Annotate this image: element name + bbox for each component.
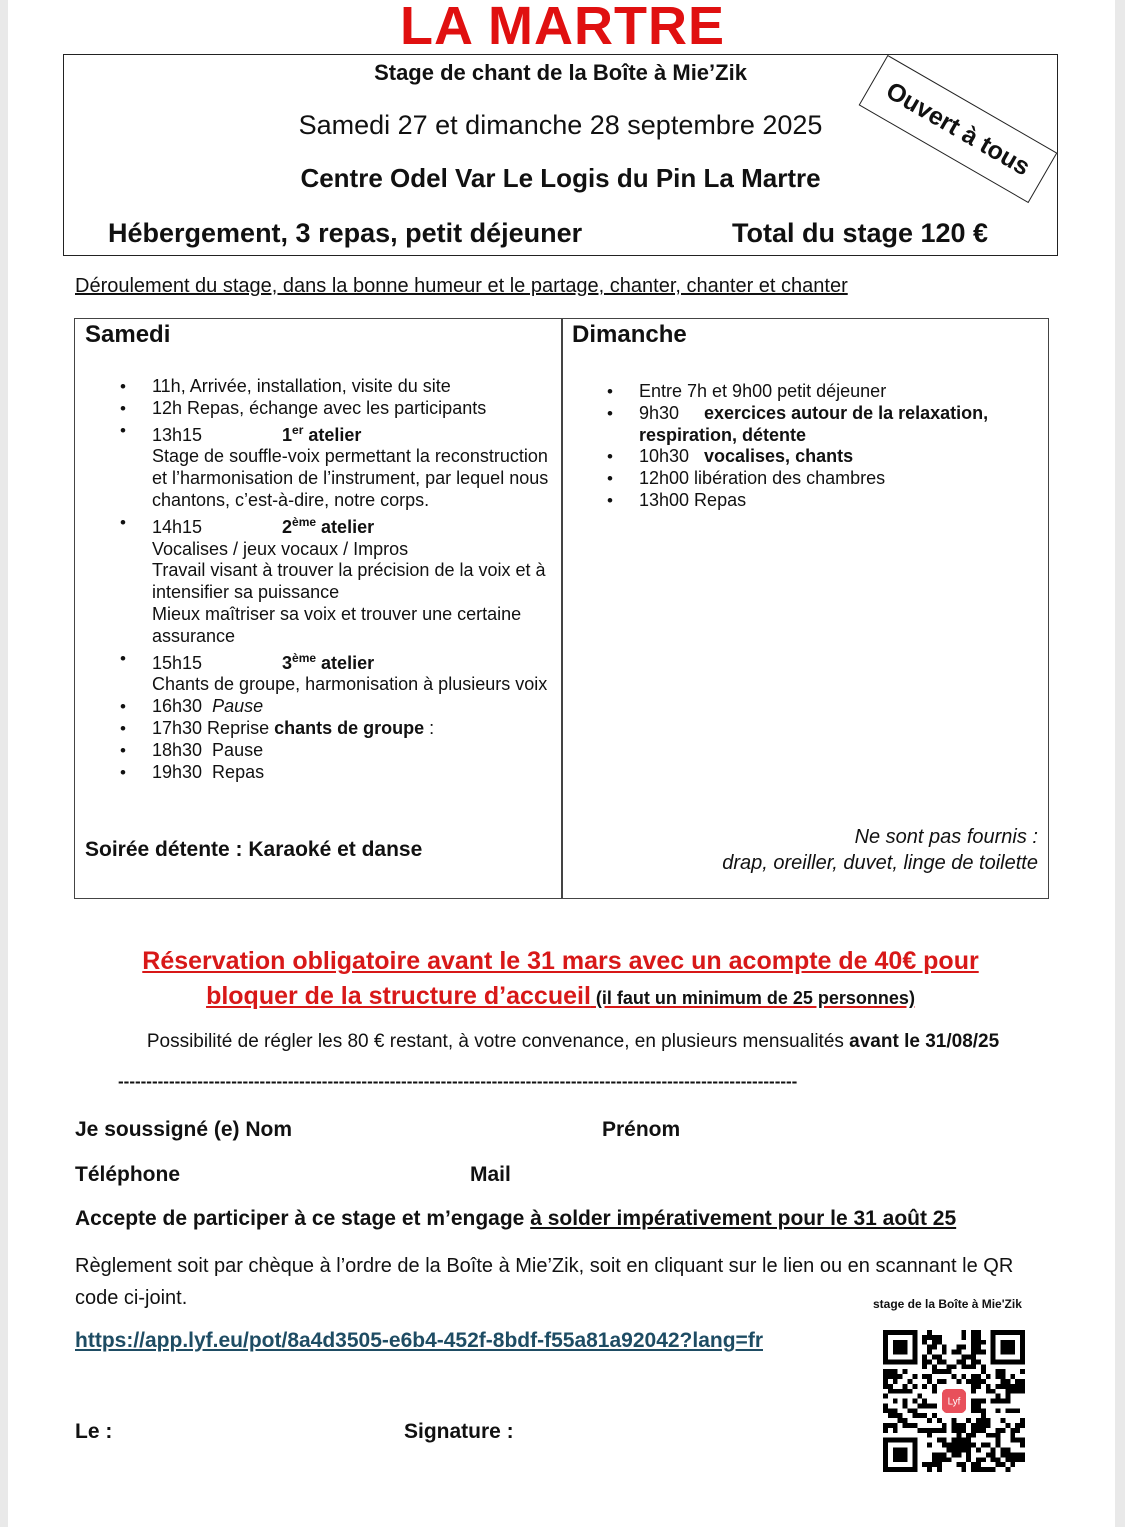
cut-separator: ------------------------------------------------------------------------------------------------------------------------	[118, 1072, 798, 1091]
qr-code-icon[interactable]	[883, 1330, 1025, 1472]
payment-instructions: Règlement soit par chèque à l’ordre de la Boîte à Mie’Zik, soit en cliquant sur le lien ou en scannant le QR code ci-joint.	[75, 1255, 1014, 1309]
open-to-all-stamp: Ouvert à tous	[859, 55, 1058, 203]
atelier-label: 2ème atelier	[282, 514, 375, 537]
list-item: • 16h30 Pause	[152, 696, 552, 718]
schedule-divider	[561, 318, 563, 899]
intro-text: Déroulement du stage, dans la bonne humeur et le partage, chanter, chanter et chanter	[75, 275, 848, 297]
samedi-heading: Samedi	[85, 321, 171, 348]
list-item: • 9h30 exercices autour de la relaxation, respiration, détente	[639, 403, 1039, 447]
list-item: • 13h15 1er atelier Stage de souffle-voix permettant la reconstruction et l’harmonisation de l’instrument, par lequel nous chantons, c’est-à-dire, notre corps.	[152, 420, 552, 512]
telephone-label: Téléphone	[75, 1163, 181, 1186]
soiree-text: Soirée détente : Karaoké et danse	[85, 838, 423, 861]
list-item: • 17h30 Reprise chants de groupe :	[152, 718, 552, 740]
list-item: • 18h30 Pause	[152, 740, 552, 762]
header-location: Centre Odel Var Le Logis du Pin La Martre	[300, 163, 821, 193]
payment-possibility: Possibilité de régler les 80 € restant, à votre convenance, en plusieurs mensualités avant le 31/08/25	[146, 1031, 1000, 1052]
dimanche-heading: Dimanche	[572, 321, 687, 348]
left-margin	[0, 0, 8, 1527]
list-item: • 19h30 Repas	[152, 762, 552, 784]
right-margin	[1115, 0, 1125, 1527]
list-item: • 13h00 Repas	[639, 490, 1039, 512]
header-dates: Samedi 27 et dimanche 28 septembre 2025	[298, 110, 823, 140]
header-stage-title: Stage de chant de la Boîte à Mie’Zik	[374, 60, 747, 85]
atelier-label: 3ème atelier	[282, 650, 375, 673]
list-item: • 12h00 libération des chambres	[639, 468, 1039, 490]
samedi-list	[152, 376, 552, 783]
header-accommodation: Hébergement, 3 repas, petit déjeuner	[108, 218, 583, 248]
list-item: • 15h15 3ème atelier Chants de groupe, harmonisation à plusieurs voix	[152, 648, 552, 697]
signature-label: Signature :	[404, 1420, 514, 1443]
date-label: Le :	[75, 1420, 113, 1443]
prenom-label: Prénom	[602, 1118, 681, 1141]
list-item: • 14h15 2ème atelier Vocalises / jeux vocaux / Impros Travail visant à trouver la précision de la voix et à intensifier sa puissance Mieux maîtriser sa voix et trouver une certaine assurance	[152, 512, 552, 648]
atelier-label: 1er atelier	[282, 422, 362, 445]
list-item: • 10h30 vocalises, chants	[639, 446, 1039, 468]
qr-caption: stage de la Boîte à Mie'Zik	[873, 1297, 1022, 1311]
list-item: • 11h, Arrivée, installation, visite du site	[152, 376, 552, 398]
list-item: • 12h Repas, échange avec les participants	[152, 398, 552, 420]
list-item: • Entre 7h et 9h00 petit déjeuner	[639, 381, 1039, 403]
not-provided-note: Ne sont pas fournis : drap, oreiller, duvet, linge de toilette	[722, 826, 1038, 874]
dimanche-list	[639, 381, 1039, 512]
svg-text:Lyf: Lyf	[947, 1396, 961, 1408]
payment-link[interactable]: https://app.lyf.eu/pot/8a4d3505-e6b4-452f-8bdf-f55a81a92042?lang=fr	[75, 1329, 763, 1352]
acceptance-text: Accepte de participer à ce stage et m’engage à solder impérativement pour le 31 août 25	[75, 1207, 957, 1230]
reservation-notice: Réservation obligatoire avant le 31 mars avec un acompte de 40€ pour bloquer de la structure d’accueil (il faut un minimum de 25 personnes)	[142, 947, 979, 1010]
nom-label: Je soussigné (e) Nom	[75, 1118, 293, 1141]
mail-label: Mail	[470, 1163, 511, 1186]
header-total-price: Total du stage 120 €	[732, 218, 989, 248]
page-title: LA MARTRE	[400, 0, 725, 56]
